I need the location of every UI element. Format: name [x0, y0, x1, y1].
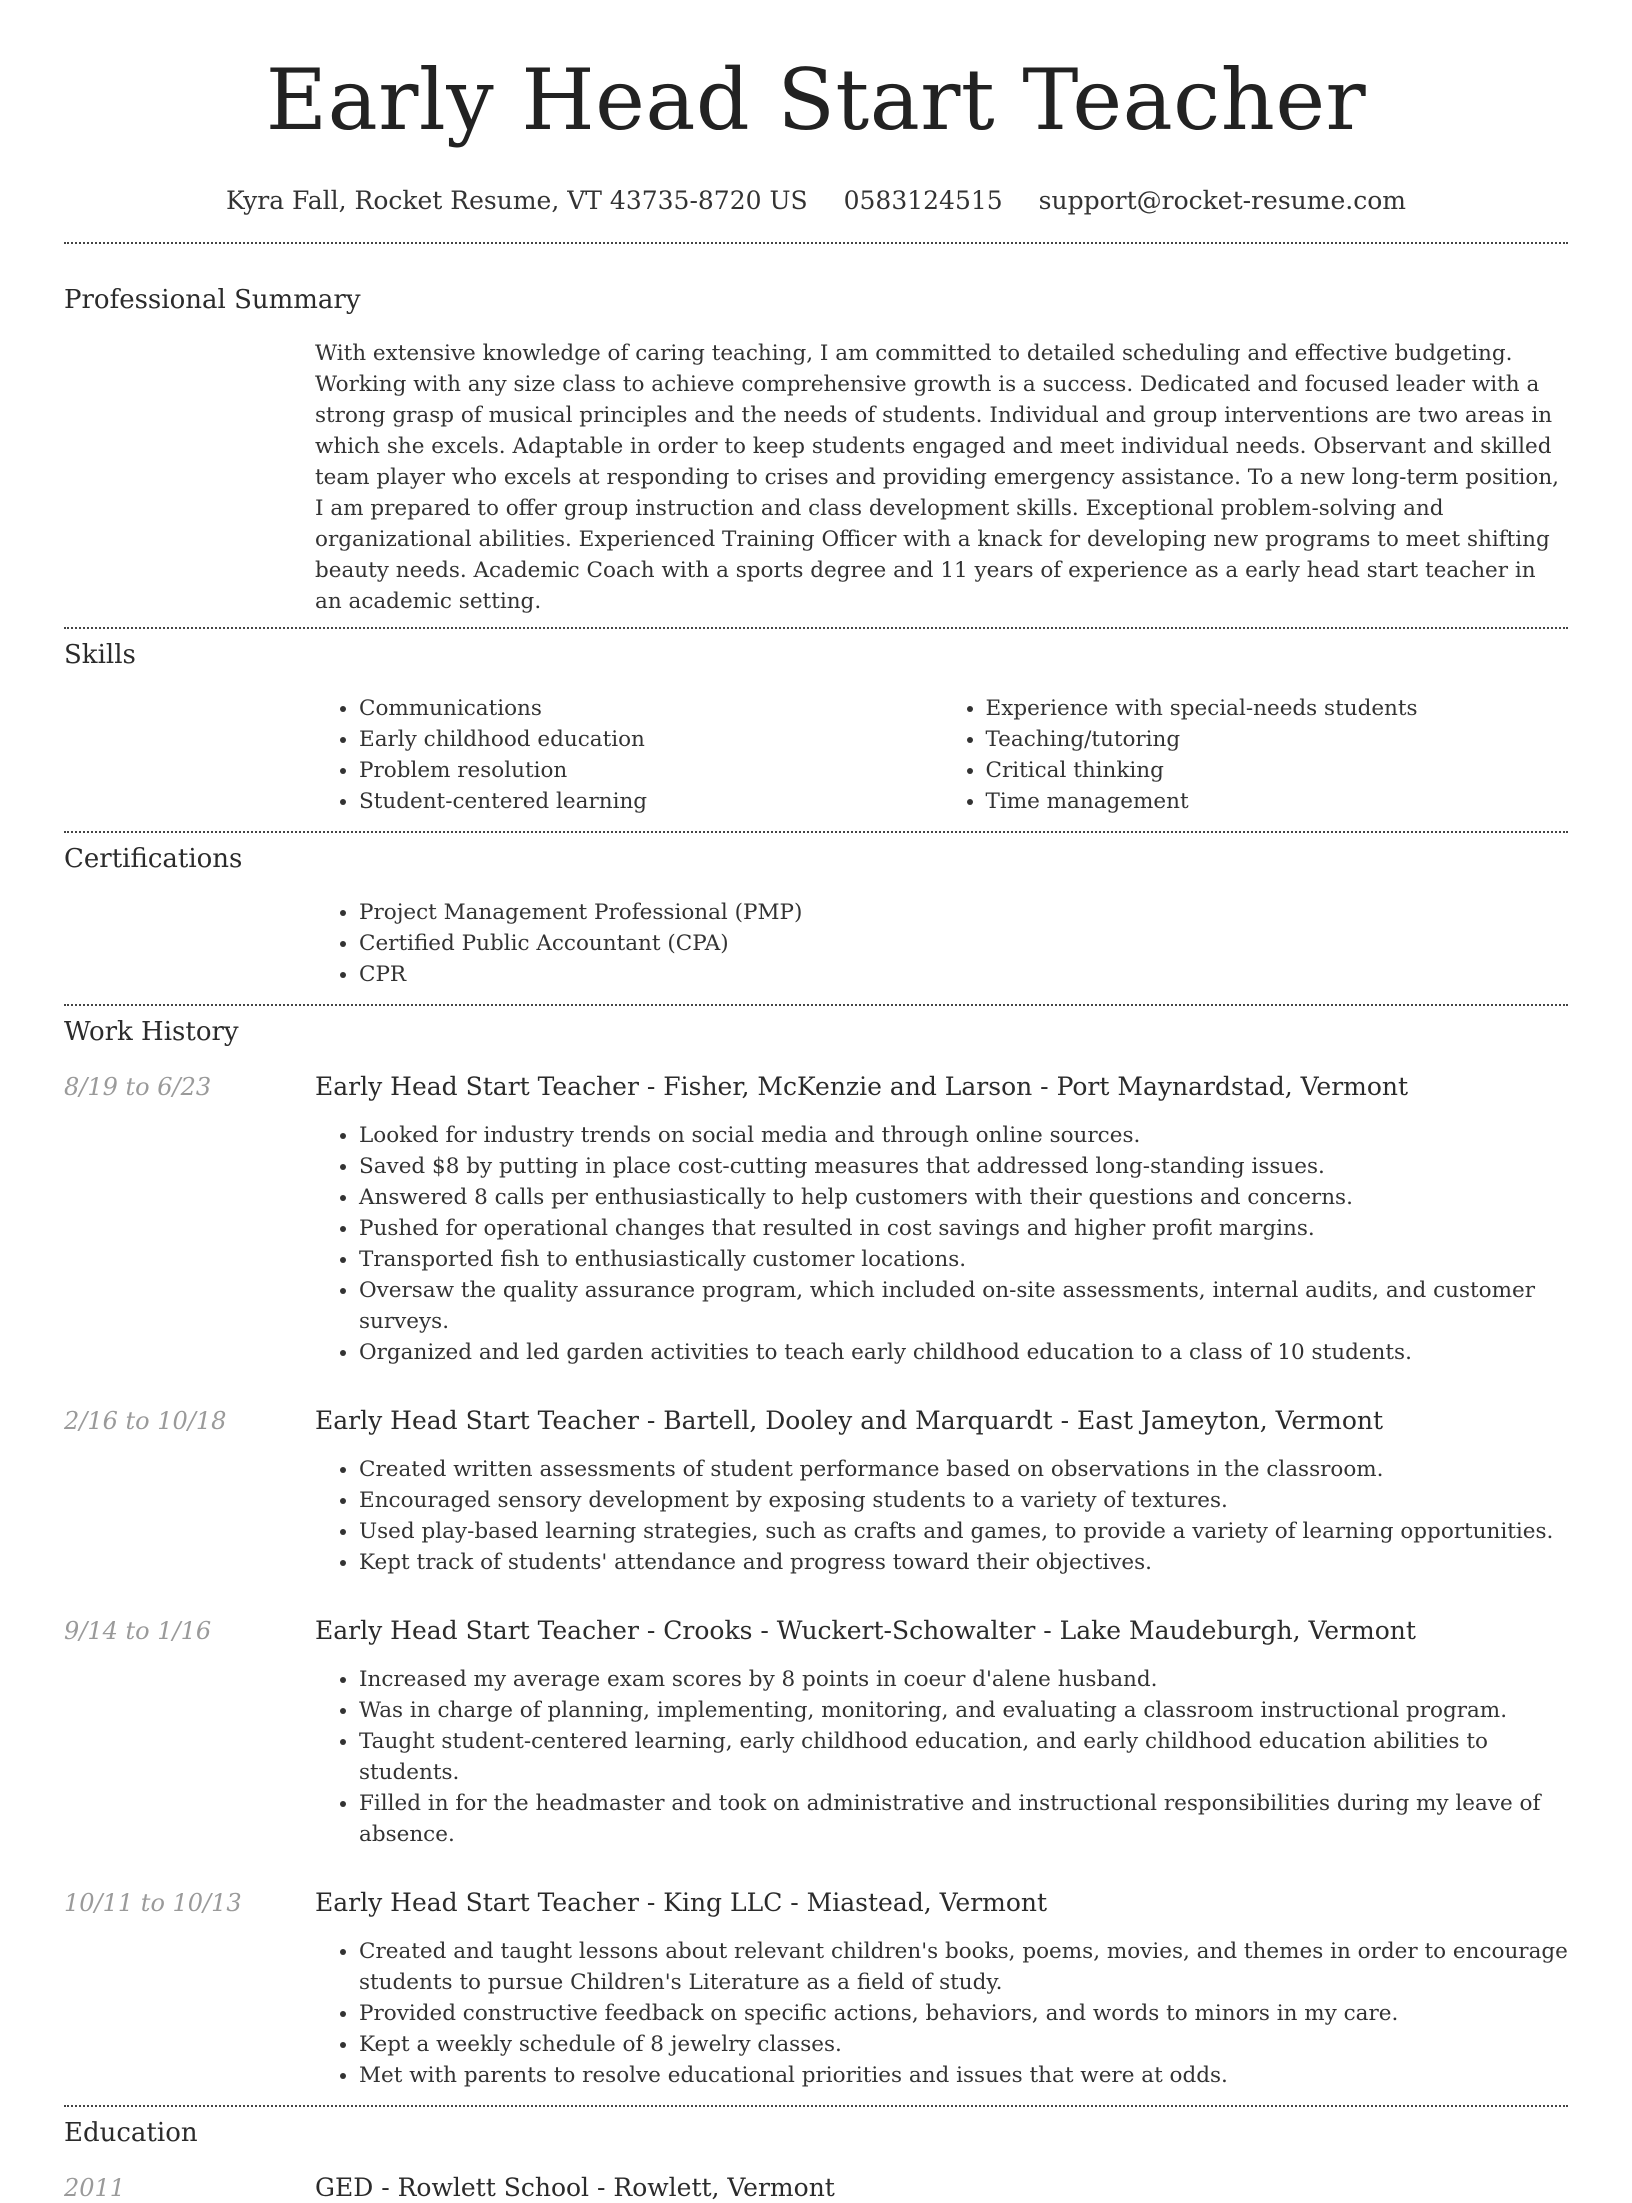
job-dates: 8/19 to 6/23: [64, 1073, 212, 1101]
section-title-summary: Professional Summary: [64, 285, 361, 315]
job-duties: [315, 1664, 1568, 1850]
list-item: • Kept a weekly schedule of 8 jewelry classes.: [359, 2029, 1568, 2060]
skills-list-right: [942, 693, 1569, 817]
job-title: Early Head Start Teacher - Crooks - Wuckert-Schowalter - Lake Maudeburgh, Vermont: [315, 1616, 1416, 1645]
list-item: • Filled in for the headmaster and took on administrative and instructional responsibilities during my leave of absence.: [359, 1788, 1568, 1850]
contact-email: support@rocket-resume.com: [1038, 186, 1406, 215]
list-item: • Taught student-centered learning, early childhood education, and early childhood education abilities to students.: [359, 1726, 1568, 1788]
divider: [64, 1004, 1568, 1006]
skills-columns: [315, 693, 1568, 817]
education-header: [64, 2173, 1568, 2203]
section-title-skills: Skills: [64, 640, 136, 670]
contact-line: [64, 186, 1568, 216]
job-title: Early Head Start Teacher - King LLC - Miastead, Vermont: [315, 1888, 1048, 1917]
job-title: Early Head Start Teacher - Fisher, McKenzie and Larson - Port Maynardstad, Vermont: [315, 1072, 1409, 1101]
list-item: • Saved $8 by putting in place cost-cutting measures that addressed long-standing issues.: [359, 1151, 1568, 1182]
list-item: • Student-centered learning: [359, 786, 942, 817]
list-item: • Created written assessments of student performance based on observations in the classroom.: [359, 1454, 1568, 1485]
list-item: • Communications: [359, 693, 942, 724]
job-dates: 2/16 to 10/18: [64, 1407, 227, 1435]
resume-page: [64, 0, 1568, 2203]
job-dates: 10/11 to 10/13: [64, 1889, 242, 1917]
list-item: • Oversaw the quality assurance program, which included on-site assessments, internal audits, and customer surveys.: [359, 1275, 1568, 1337]
resume-title: Early Head Start Teacher: [265, 51, 1367, 149]
skills-list-left: [315, 693, 942, 817]
list-item: • Transported fish to enthusiastically customer locations.: [359, 1244, 1568, 1275]
job-duties: [315, 1454, 1568, 1578]
list-item: • Certified Public Accountant (CPA): [359, 928, 1568, 959]
list-item: • Increased my average exam scores by 8 points in coeur d'alene husband.: [359, 1664, 1568, 1695]
divider: [64, 831, 1568, 833]
job-duties: [315, 1936, 1568, 2091]
list-item: • Encouraged sensory development by exposing students to a variety of textures.: [359, 1485, 1568, 1516]
list-item: • Used play-based learning strategies, such as crafts and games, to provide a variety of learning opportunities.: [359, 1516, 1568, 1547]
list-item: • Critical thinking: [986, 755, 1569, 786]
list-item: • Created and taught lessons about relevant children's books, poems, movies, and themes in order to encourage students to pursue Children's Literature as a field of study.: [359, 1936, 1568, 1998]
list-item: • Experience with special-needs students: [986, 693, 1569, 724]
list-item: • Early childhood education: [359, 724, 942, 755]
education-title: GED - Rowlett School - Rowlett, Vermont: [315, 2173, 835, 2202]
education-entry: [64, 2173, 1568, 2203]
education-date: 2011: [64, 2174, 126, 2202]
certifications-list: [315, 897, 1568, 990]
list-item: • Problem resolution: [359, 755, 942, 786]
job-duties: [315, 1120, 1568, 1368]
job-header: [64, 1888, 1568, 1918]
job-entry: [64, 1616, 1568, 1850]
list-item: • Teaching/tutoring: [986, 724, 1569, 755]
job-dates: 9/14 to 1/16: [64, 1617, 212, 1645]
list-item: • Looked for industry trends on social media and through online sources.: [359, 1120, 1568, 1151]
list-item: • Pushed for operational changes that resulted in cost savings and higher profit margins.: [359, 1213, 1568, 1244]
list-item: • Time management: [986, 786, 1569, 817]
job-header: [64, 1072, 1568, 1102]
section-title-certifications: Certifications: [64, 844, 243, 874]
list-item: • Project Management Professional (PMP): [359, 897, 1568, 928]
list-item: • Was in charge of planning, implementing, monitoring, and evaluating a classroom instructional program.: [359, 1695, 1568, 1726]
certifications-block: [315, 897, 1568, 990]
contact-address: Kyra Fall, Rocket Resume, VT 43735-8720 US: [226, 186, 808, 215]
job-entry: [64, 1406, 1568, 1578]
divider: [64, 242, 1568, 244]
divider: [64, 2105, 1568, 2107]
list-item: • Met with parents to resolve educational priorities and issues that were at odds.: [359, 2060, 1568, 2091]
list-item: • Answered 8 calls per enthusiastically to help customers with their questions and concerns.: [359, 1182, 1568, 1213]
section-title-education: Education: [64, 2118, 198, 2148]
job-title: Early Head Start Teacher - Bartell, Dooley and Marquardt - East Jameyton, Vermont: [315, 1406, 1384, 1435]
list-item: • CPR: [359, 959, 1568, 990]
divider: [64, 627, 1568, 629]
job-entry: [64, 1888, 1568, 2091]
summary-text: With extensive knowledge of caring teaching, I am committed to detailed scheduling and effective budgeting. Working with any size class to achieve comprehensive growth is a success. Dedicated and focused leader with a strong grasp of musical principles and the needs of students. Individual and group interventions are two areas in which she excels. Adaptable in order to keep students engaged and meet individual needs. Observant and skilled team player who excels at responding to crises and providing emergency assistance. To a new long-term position, I am prepared to offer group instruction and class development skills. Exceptional problem-solving and organizational abilities. Experienced Training Officer with a knack for developing new programs to meet shifting beauty needs. Academic Coach with a sports degree and 11 years of experience as a early head start teacher in an academic setting.: [315, 341, 1560, 614]
list-item: • Kept track of students' attendance and progress toward their objectives.: [359, 1547, 1568, 1578]
job-header: [64, 1406, 1568, 1436]
section-title-work-history: Work History: [64, 1017, 239, 1047]
job-entry: [64, 1072, 1568, 1368]
job-header: [64, 1616, 1568, 1646]
list-item: • Provided constructive feedback on specific actions, behaviors, and words to minors in my care.: [359, 1998, 1568, 2029]
list-item: • Organized and led garden activities to teach early childhood education to a class of 10 students.: [359, 1337, 1568, 1368]
contact-phone: 0583124515: [843, 186, 1003, 215]
